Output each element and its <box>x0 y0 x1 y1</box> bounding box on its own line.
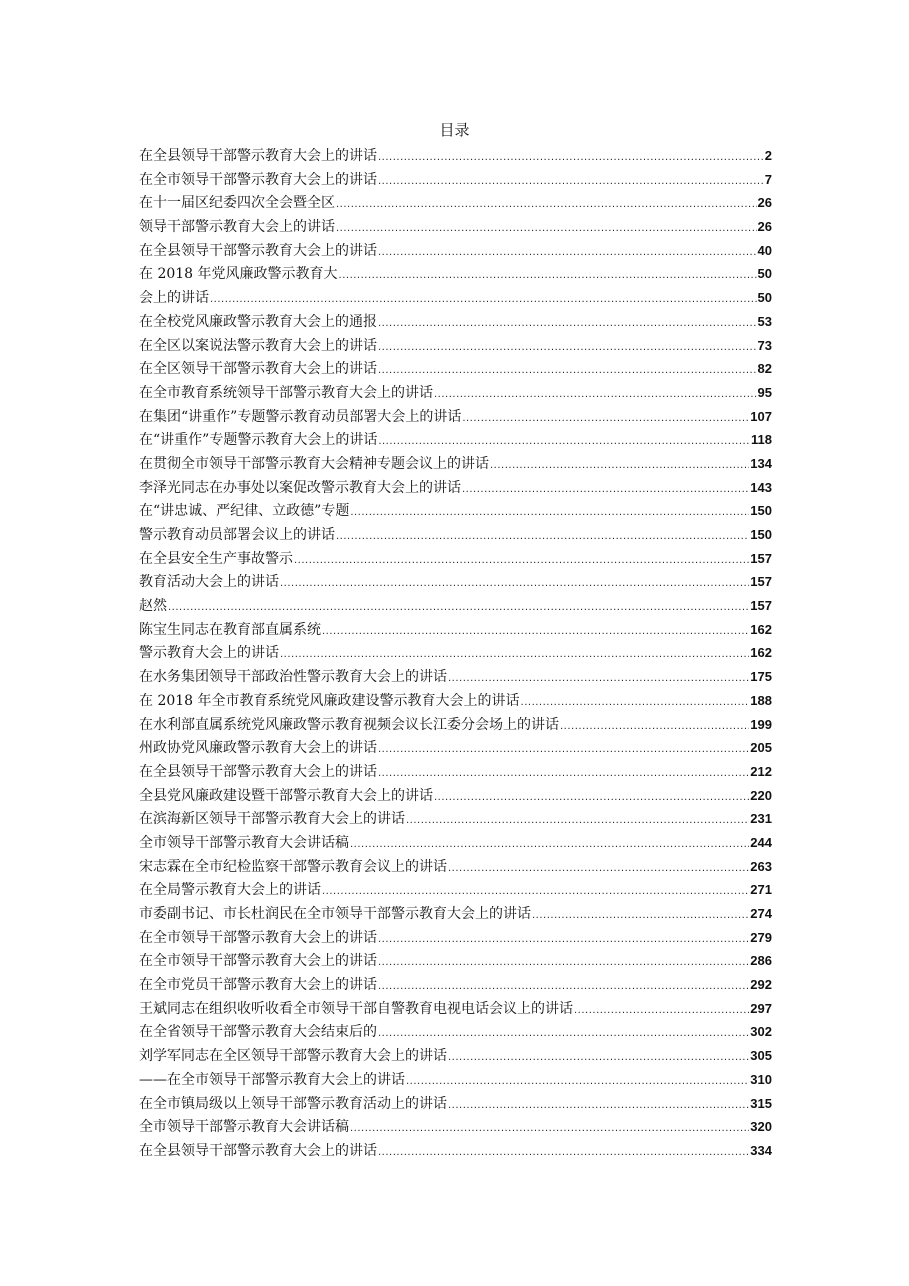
toc-dot-leader <box>280 643 749 665</box>
toc-dot-leader <box>280 572 749 594</box>
toc-entry-title: 在水务集团领导干部政治性警示教育大会上的讲话 <box>139 669 447 686</box>
toc-entry[interactable] <box>139 689 772 713</box>
toc-entry-page-number: 157 <box>750 574 772 590</box>
toc-entry[interactable] <box>139 902 772 926</box>
toc-entry-title: 在全县领导干部警示教育大会上的讲话 <box>139 763 377 780</box>
toc-entry-title: 全县党风廉政建设暨干部警示教育大会上的讲话 <box>139 787 433 804</box>
toc-dot-leader <box>378 1141 749 1163</box>
toc-entry[interactable] <box>139 310 772 334</box>
toc-list <box>139 144 772 1163</box>
toc-entry-title: 州政协党风廉政警示教育大会上的讲话 <box>139 740 377 757</box>
toc-entry-page-number: 26 <box>757 195 772 211</box>
toc-entry-page-number: 279 <box>750 929 772 945</box>
toc-entry[interactable] <box>139 1020 772 1044</box>
toc-dot-leader <box>378 241 757 263</box>
toc-entry[interactable] <box>139 334 772 358</box>
toc-entry-title: 在全县领导干部警示教育大会上的讲话 <box>139 242 377 259</box>
toc-entry-page-number: 212 <box>750 763 772 779</box>
toc-entry-page-number: 134 <box>750 455 772 471</box>
toc-entry[interactable] <box>139 855 772 879</box>
toc-entry[interactable] <box>139 262 772 286</box>
toc-entry[interactable] <box>139 807 772 831</box>
toc-entry-page-number: 244 <box>750 834 772 850</box>
toc-entry[interactable] <box>139 618 772 642</box>
toc-entry-page-number: 297 <box>750 1000 772 1016</box>
toc-entry-page-number: 286 <box>750 953 772 969</box>
toc-entry-title: 在全局警示教育大会上的讲话 <box>139 882 321 899</box>
toc-dot-leader <box>406 809 749 831</box>
toc-dot-leader <box>336 193 757 215</box>
toc-entry-page-number: 315 <box>750 1095 772 1111</box>
toc-entry[interactable] <box>139 547 772 571</box>
toc-dot-leader <box>434 786 749 808</box>
toc-dot-leader <box>350 501 749 523</box>
toc-entry[interactable] <box>139 926 772 950</box>
toc-entry-page-number: 175 <box>750 669 772 685</box>
toc-entry-title: 在全市领导干部警示教育大会上的讲话 <box>139 953 377 970</box>
toc-entry[interactable] <box>139 665 772 689</box>
toc-entry-page-number: 320 <box>750 1119 772 1135</box>
toc-entry[interactable] <box>139 641 772 665</box>
toc-dot-leader <box>378 738 749 760</box>
toc-entry-title: 在全市领导干部警示教育大会上的讲话 <box>139 929 377 946</box>
toc-dot-leader <box>378 312 757 334</box>
toc-entry[interactable] <box>139 1092 772 1116</box>
toc-entry[interactable] <box>139 523 772 547</box>
toc-entry-title: 在全市党员干部警示教育大会上的讲话 <box>139 977 377 994</box>
toc-dot-leader <box>350 1117 749 1139</box>
toc-entry-page-number: 302 <box>750 1024 772 1040</box>
toc-dot-leader <box>448 857 749 879</box>
toc-dot-leader <box>168 596 749 618</box>
toc-entry-title: 在全区以案说法警示教育大会上的讲话 <box>139 337 377 354</box>
toc-entry[interactable] <box>139 499 772 523</box>
toc-entry-title: 市委副书记、市长杜润民在全市领导干部警示教育大会上的讲话 <box>139 906 531 922</box>
toc-entry-title: 在“讲重作”专题警示教育大会上的讲话 <box>139 432 378 449</box>
toc-entry[interactable] <box>139 452 772 476</box>
toc-entry-title: 李泽光同志在办事处以案促改警示教育大会上的讲话 <box>139 479 461 496</box>
toc-dot-leader <box>350 833 749 855</box>
toc-dot-leader <box>339 264 757 286</box>
toc-dot-leader <box>322 620 749 642</box>
toc-entry[interactable] <box>139 973 772 997</box>
toc-entry[interactable] <box>139 831 772 855</box>
toc-entry-title: 警示教育动员部署会议上的讲话 <box>139 527 335 543</box>
toc-entry-title: 在全县领导干部警示教育大会上的讲话 <box>139 148 377 164</box>
toc-entry[interactable] <box>139 997 772 1021</box>
toc-dot-leader <box>322 880 749 902</box>
toc-entry-page-number: 95 <box>757 384 772 400</box>
toc-entry-title: 领导干部警示教育大会上的讲话 <box>139 219 335 236</box>
toc-dot-leader <box>336 525 749 547</box>
toc-entry-page-number: 263 <box>750 858 772 874</box>
toc-entry-title: 在 2018 年党风廉政警示教育大 <box>139 266 338 283</box>
toc-title: 目录 <box>439 121 470 139</box>
toc-entry[interactable] <box>139 736 772 760</box>
toc-entry-title: 陈宝生同志在教育部直属系统 <box>139 621 321 638</box>
toc-entry[interactable] <box>139 949 772 973</box>
toc-entry-page-number: 7 <box>764 171 772 187</box>
toc-entry-page-number: 50 <box>757 290 772 306</box>
toc-dot-leader <box>336 217 757 239</box>
toc-entry[interactable] <box>139 713 772 737</box>
toc-entry[interactable] <box>139 357 772 381</box>
toc-entry-page-number: 150 <box>750 503 772 519</box>
toc-entry-title: 王斌同志在组织收听收看全市领导干部自警教育电视电话会议上的讲话 <box>139 1000 573 1017</box>
toc-entry-page-number: 162 <box>750 645 772 661</box>
toc-dot-leader <box>406 1070 749 1092</box>
toc-entry[interactable] <box>139 570 772 594</box>
toc-dot-leader <box>378 430 750 452</box>
toc-entry[interactable] <box>139 405 772 429</box>
toc-entry[interactable] <box>139 1068 772 1092</box>
toc-entry-title: 刘学军同志在全区领导干部警示教育大会上的讲话 <box>139 1048 447 1065</box>
toc-entry-page-number: 274 <box>750 906 772 921</box>
toc-entry-title: 在全市领导干部警示教育大会上的讲话 <box>139 171 377 188</box>
toc-dot-leader <box>490 454 749 476</box>
toc-dot-leader <box>560 715 749 737</box>
toc-entry-page-number: 82 <box>757 361 772 377</box>
toc-entry[interactable] <box>139 476 772 500</box>
toc-dot-leader <box>574 999 749 1021</box>
toc-entry-page-number: 50 <box>757 266 772 282</box>
toc-entry[interactable] <box>139 878 772 902</box>
toc-dot-leader <box>378 928 749 950</box>
toc-entry-page-number: 157 <box>750 598 772 614</box>
toc-entry-title: 在全县领导干部警示教育大会上的讲话 <box>139 1142 377 1159</box>
toc-entry-page-number: 73 <box>757 337 772 353</box>
toc-entry-title: 在“讲忠诚、严纪律、立政德”专题 <box>139 503 350 520</box>
toc-entry-title: 宋志霖在全市纪检监察干部警示教育会议上的讲话 <box>139 858 447 875</box>
toc-entry-title: 全市领导干部警示教育大会讲话稿 <box>139 834 349 851</box>
toc-entry-page-number: 26 <box>757 219 772 235</box>
toc-entry[interactable] <box>139 239 772 263</box>
toc-entry-page-number: 334 <box>750 1142 772 1158</box>
toc-dot-leader <box>462 478 749 500</box>
toc-dot-leader <box>378 975 749 997</box>
toc-entry-page-number: 40 <box>757 242 772 258</box>
toc-entry[interactable] <box>139 144 772 168</box>
toc-entry-title: 在全区领导干部警示教育大会上的讲话 <box>139 361 377 378</box>
toc-entry[interactable] <box>139 1044 772 1068</box>
toc-entry[interactable] <box>139 594 772 618</box>
toc-entry-page-number: 162 <box>750 621 772 637</box>
toc-entry-title: 在贯彻全市领导干部警示教育大会精神专题会议上的讲话 <box>139 455 489 472</box>
toc-entry[interactable] <box>139 784 772 808</box>
toc-dot-leader <box>448 667 749 689</box>
toc-dot-leader <box>378 762 749 784</box>
toc-entry-title: ——在全市领导干部警示教育大会上的讲话 <box>139 1071 405 1088</box>
toc-entry-page-number: 143 <box>750 479 772 495</box>
toc-entry-page-number: 310 <box>750 1071 772 1087</box>
toc-entry-page-number: 157 <box>750 550 772 566</box>
toc-entry[interactable] <box>139 381 772 405</box>
toc-dot-leader <box>532 904 749 926</box>
toc-entry-title: 在全县安全生产事故警示 <box>139 550 293 567</box>
toc-entry-page-number: 118 <box>751 432 772 448</box>
toc-entry-page-number: 199 <box>750 716 772 732</box>
toc-entry[interactable] <box>139 1115 772 1139</box>
toc-dot-leader <box>378 146 764 168</box>
toc-entry[interactable] <box>139 1139 772 1163</box>
toc-entry-page-number: 271 <box>750 882 772 898</box>
toc-dot-leader <box>462 407 749 429</box>
toc-entry-page-number: 107 <box>750 408 772 424</box>
toc-entry-title: 在集团“讲重作”专题警示教育动员部署大会上的讲话 <box>139 408 462 425</box>
toc-entry-page-number: 150 <box>750 527 772 542</box>
toc-entry-title: 警示教育大会上的讲话 <box>139 645 279 662</box>
toc-entry-page-number: 53 <box>757 313 772 329</box>
toc-entry-title: 在十一届区纪委四次全会暨全区 <box>139 195 335 212</box>
toc-entry-page-number: 2 <box>764 148 772 163</box>
toc-dot-leader <box>378 1022 749 1044</box>
toc-entry-title: 全市领导干部警示教育大会讲话稿 <box>139 1119 349 1136</box>
toc-dot-leader <box>294 549 749 571</box>
toc-entry[interactable] <box>139 215 772 239</box>
toc-entry-title: 会上的讲话 <box>139 290 209 307</box>
toc-entry-page-number: 231 <box>750 811 772 827</box>
toc-entry-page-number: 188 <box>750 692 772 708</box>
toc-entry-page-number: 220 <box>750 787 772 803</box>
toc-dot-leader <box>521 691 750 713</box>
toc-entry-title: 赵然 <box>139 598 167 615</box>
toc-entry[interactable] <box>139 286 772 310</box>
toc-entry-page-number: 205 <box>750 740 772 756</box>
toc-dot-leader <box>448 1094 749 1116</box>
toc-dot-leader <box>378 359 757 381</box>
toc-entry-title: 在全省领导干部警示教育大会结束后的 <box>139 1024 377 1041</box>
toc-entry-title: 在滨海新区领导干部警示教育大会上的讲话 <box>139 811 405 828</box>
toc-entry-title: 在全市镇局级以上领导干部警示教育活动上的讲话 <box>139 1095 447 1112</box>
toc-dot-leader <box>378 336 757 358</box>
toc-dot-leader <box>378 170 764 192</box>
toc-entry[interactable] <box>139 168 772 192</box>
toc-entry-page-number: 292 <box>750 977 772 993</box>
toc-entry-title: 在全市教育系统领导干部警示教育大会上的讲话 <box>139 384 433 401</box>
toc-entry-title: 在 2018 年全市教育系统党风廉政建设警示教育大会上的讲话 <box>139 692 520 709</box>
toc-entry[interactable] <box>139 191 772 215</box>
toc-entry-title: 教育活动大会上的讲话 <box>139 574 279 591</box>
toc-entry-title: 在水利部直属系统党风廉政警示教育视频会议长江委分会场上的讲话 <box>139 716 559 733</box>
toc-entry-page-number: 305 <box>750 1048 772 1064</box>
toc-dot-leader <box>210 288 757 310</box>
toc-entry-title: 在全校党风廉政警示教育大会上的通报 <box>139 313 377 330</box>
toc-dot-leader <box>434 383 757 405</box>
toc-dot-leader <box>378 951 749 973</box>
toc-entry[interactable] <box>139 428 772 452</box>
toc-dot-leader <box>448 1046 749 1068</box>
toc-entry[interactable] <box>139 760 772 784</box>
